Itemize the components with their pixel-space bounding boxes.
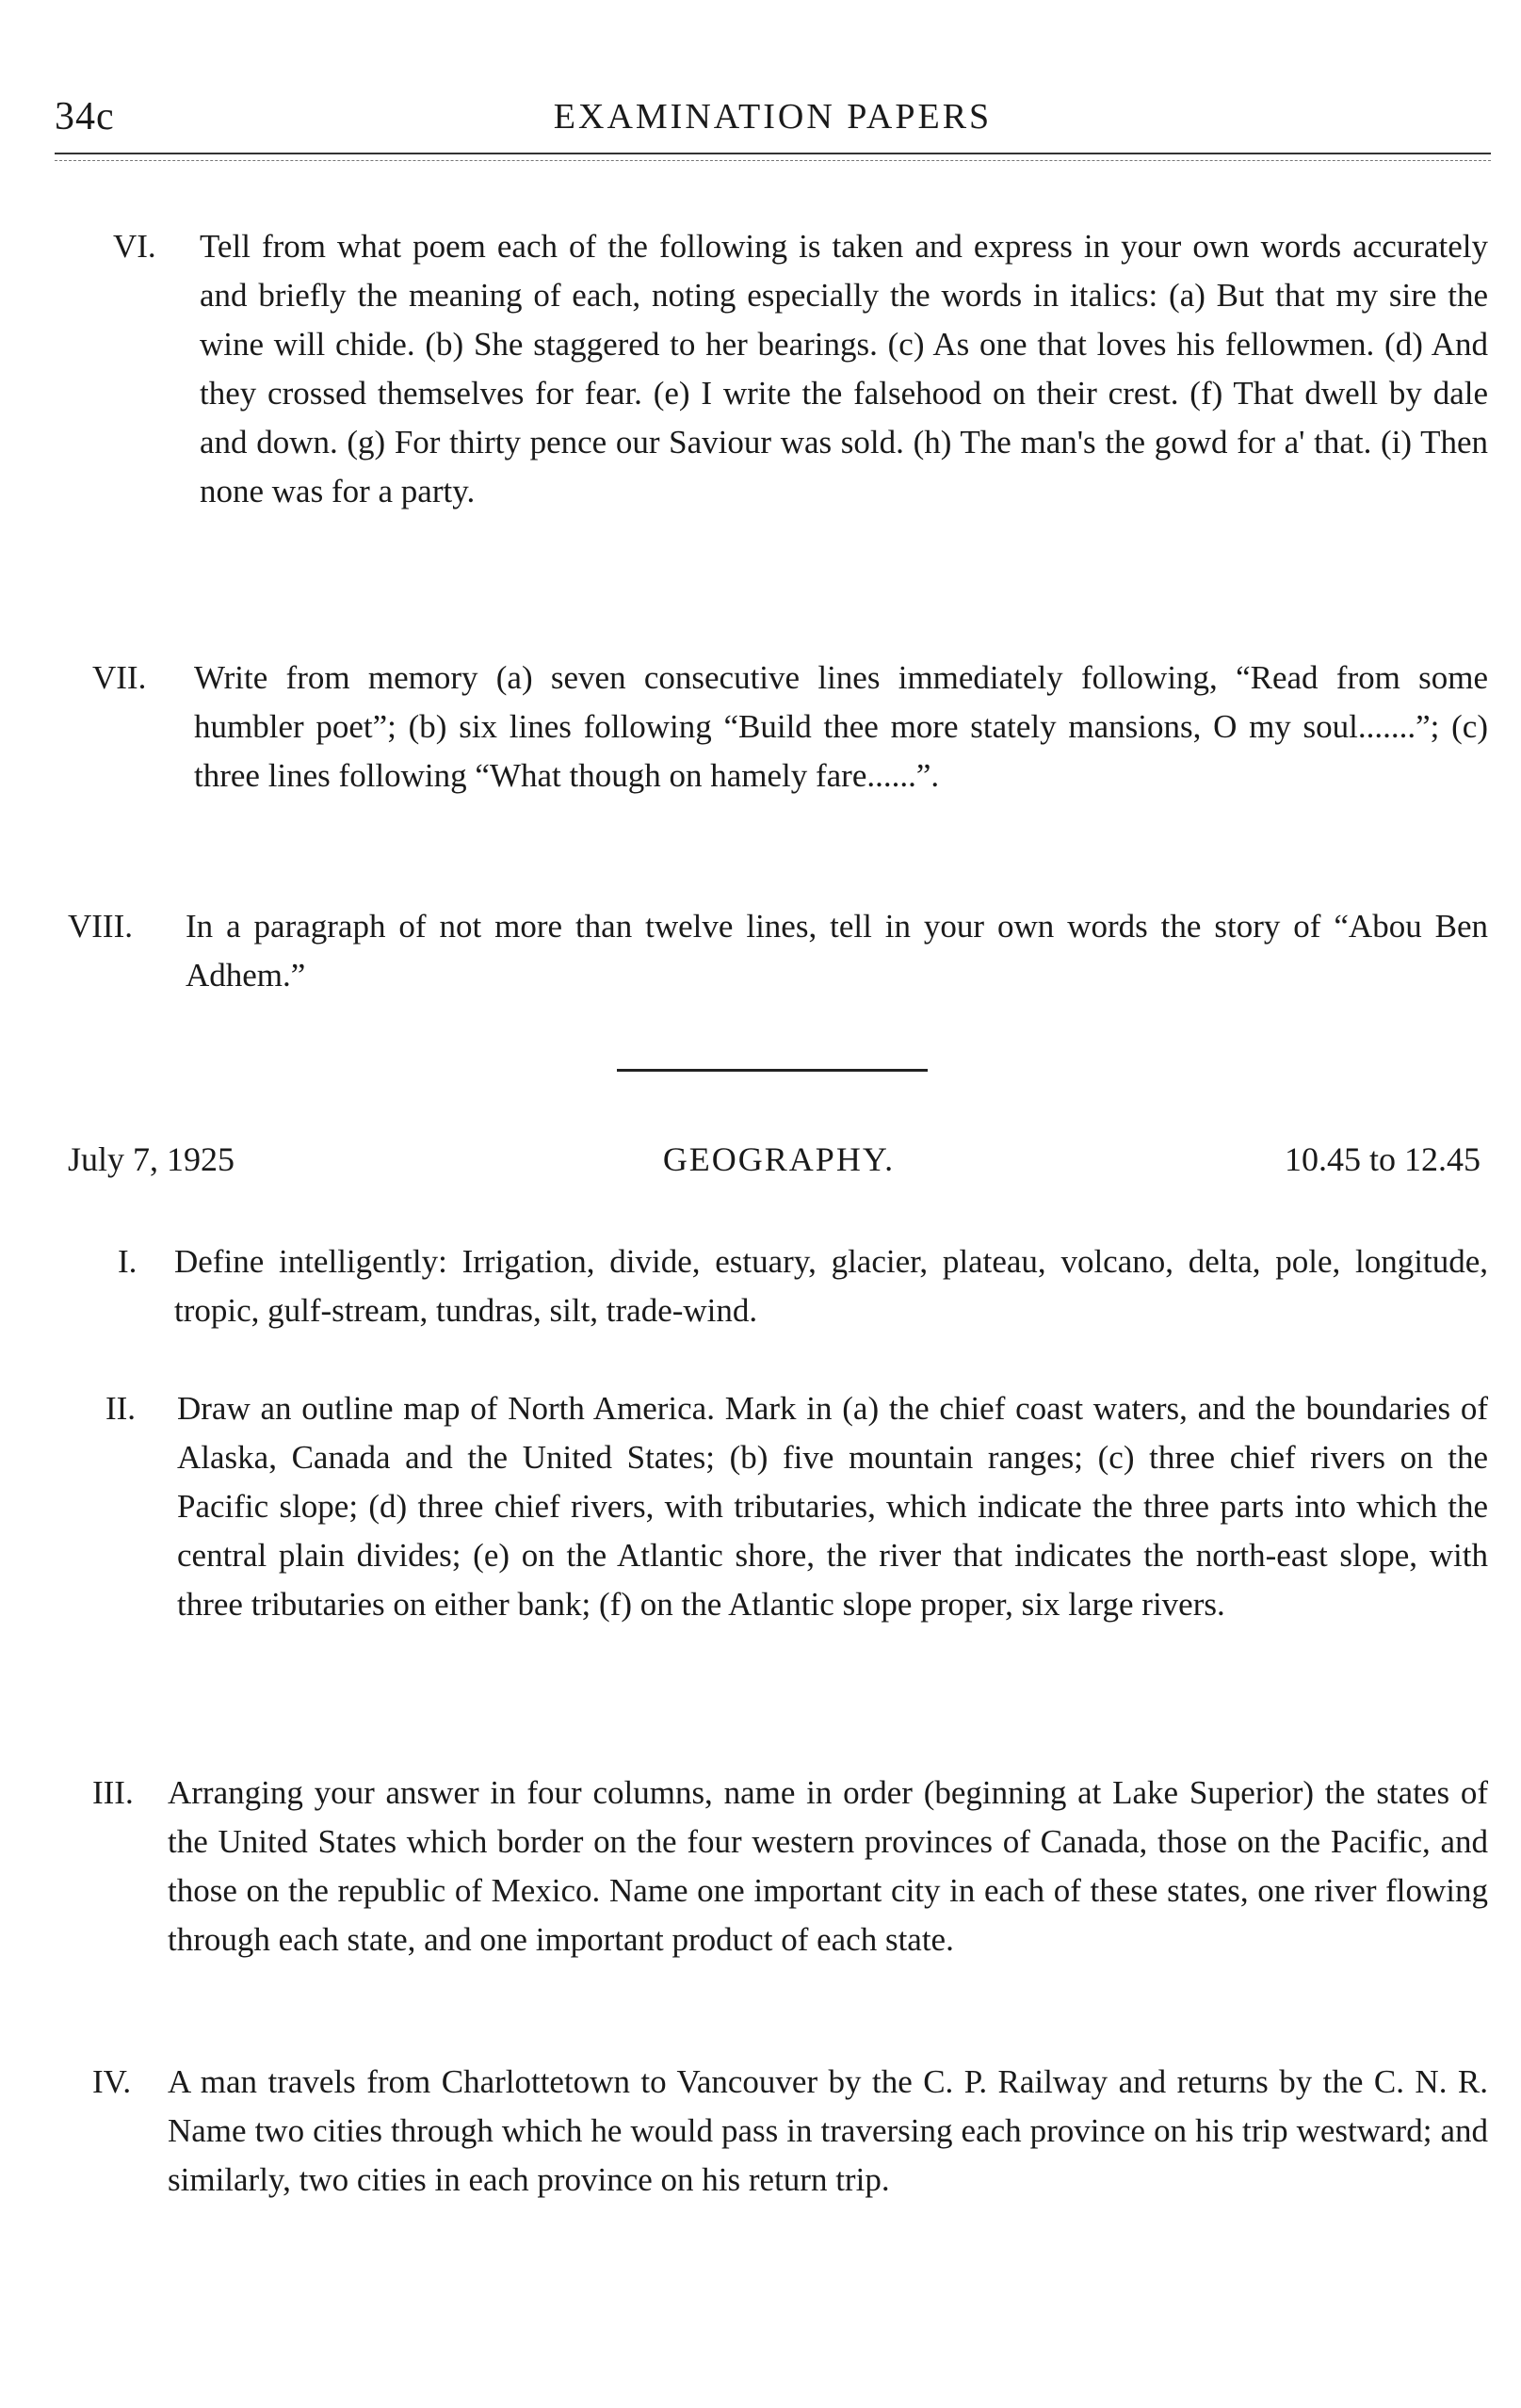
question-vi xyxy=(113,222,1488,516)
geography-question-iii xyxy=(92,1769,1488,1964)
question-text: Write from memory (a) seven consecutive lines immediately following, “Read from some humbler poet”; (b) six lines following “Build thee more stately mansions, O my soul.......”; (c) three lines following “What though on hamely fare......”. xyxy=(194,659,1488,794)
exam-time: 10.45 to 12.45 xyxy=(1284,1140,1481,1178)
question-text: In a paragraph of not more than twelve lines, tell in your own words the story of “Abou Ben Adhem.” xyxy=(186,908,1488,994)
header-rule xyxy=(55,153,1491,154)
exam-header xyxy=(68,1139,1490,1196)
question-text: Draw an outline map of North America. Mark in (a) the chief coast waters, and the boundaries of Alaska, Canada and the United States; (b) five mountain ranges; (c) three chief rivers on the Pacific slope; (d) three chief rivers, with tributaries, which indicate the three parts into which the central plain divides; (e) on the Atlantic shore, the river that indicates the north-east slope, with three tributaries on either bank; (f) on the Atlantic slope proper, six large rivers. xyxy=(177,1390,1488,1623)
question-number: IV. xyxy=(92,2063,132,2100)
question-vii xyxy=(92,654,1488,800)
geography-question-ii xyxy=(105,1384,1488,1629)
header-rule-dashed xyxy=(55,160,1491,161)
question-number: VII. xyxy=(92,659,147,696)
running-title: EXAMINATION PAPERS xyxy=(553,97,993,137)
question-number: VIII. xyxy=(68,908,133,945)
question-viii xyxy=(68,902,1488,1000)
geography-question-i xyxy=(118,1237,1488,1335)
page-number: 34c xyxy=(55,95,115,138)
geography-question-iv xyxy=(92,2058,1488,2205)
question-number: III. xyxy=(92,1774,134,1811)
running-head xyxy=(55,94,1491,151)
question-text: Tell from what poem each of the following is taken and express in your own words accurately and briefly the meaning of each, noting especially the words in italics: (a) But that my sire the wine will chide. (b) She staggered to her bearings. (c) As one that loves his fellowmen. (d) And they crossed themselves for fear. (e) I write the falsehood on their crest. (f) That dwell by dale and down. (g) For thirty pence our Saviour was sold. (h) The man's the gowd for a' that. (i) Then none was for a party. xyxy=(200,228,1488,509)
section-divider xyxy=(617,1069,928,1072)
question-text: A man travels from Charlottetown to Vancouver by the C. P. Railway and returns by the C. N. R. Name two cities through which he would pass in traversing each province on his trip westward; and similarly, two cities in each province on his return trip. xyxy=(168,2063,1488,2198)
question-text: Define intelligently: Irrigation, divide, estuary, glacier, plateau, volcano, delta, pole, longitude, tropic, gulf-stream, tundras, silt, trade-wind. xyxy=(174,1243,1488,1329)
exam-date: July 7, 1925 xyxy=(68,1140,235,1178)
question-number: VI. xyxy=(113,228,156,265)
question-number: I. xyxy=(118,1243,138,1280)
question-text: Arranging your answer in four columns, name in order (beginning at Lake Superior) the states of the United States which border on the four western provinces of Canada, those on the Pacific, and those on the republic of Mexico. Name one important city in each of these states, one river flowing through each state, and one important product of each state. xyxy=(168,1774,1488,1958)
exam-subject: GEOGRAPHY. xyxy=(662,1140,896,1178)
question-number: II. xyxy=(105,1390,137,1427)
